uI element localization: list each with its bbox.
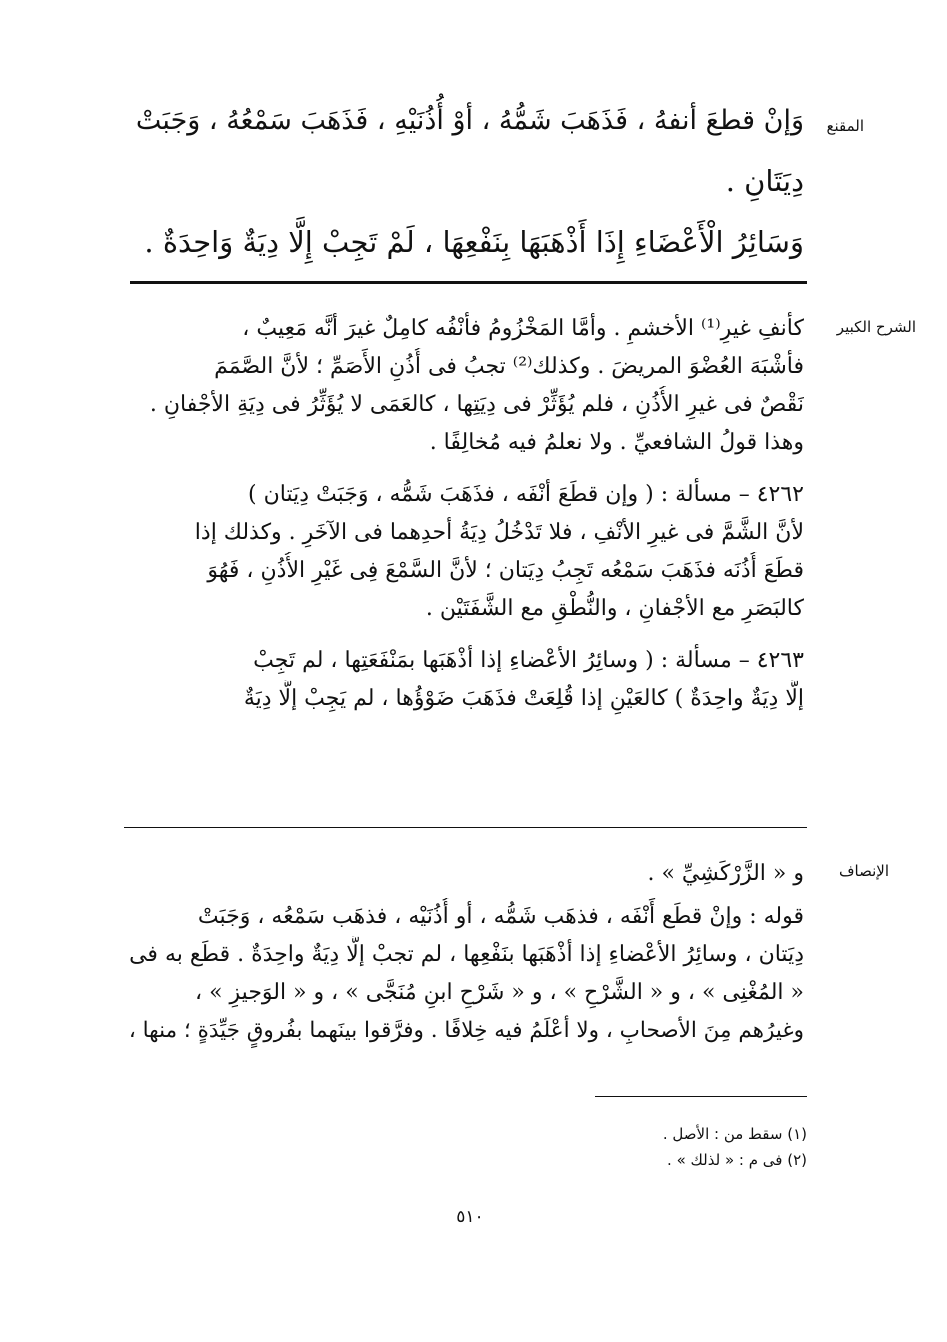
section-divider xyxy=(124,827,807,828)
section-label-muqni: المقنع xyxy=(826,117,864,135)
insaf-line: وغيرُهم مِنَ الأصحابِ ، ولا أعْلَمُ فيه خِلافًا . وفرَّقوا بينَهما بفُروقٍ جَيِّدَةٍ ؛ منها ، xyxy=(128,1018,804,1043)
muqni-line: دِيَتَانِ . xyxy=(725,164,804,198)
sharh-line: ٤٢٦٢ – مسألة : ( وإن قطَعَ أنْفَه ، فذَهَبَ شَمُّه ، وَجَبَتْ دِيَتان ) xyxy=(248,482,804,507)
sharh-line: وهذا قولُ الشافعيِّ . ولا نعلمُ فيه مُخالِفًا . xyxy=(429,430,804,455)
section-label-sharh: الشرح الكبير xyxy=(836,318,916,336)
insaf-line: « المُغْنِى » ، و « الشَّرْحِ » ، و « شَرْحِ ابنِ مُنَجَّى » ، و « الوَجيزِ » ، xyxy=(195,980,804,1005)
sharh-line: كالبَصَرِ مع الأجْفانِ ، والنُّطْقِ مع الشَّفَتَيْن . xyxy=(425,596,804,621)
insaf-line: و « الزَّرْكَشِيِّ » . xyxy=(647,861,804,886)
footnotes xyxy=(500,1121,807,1173)
section-label-insaf: الإنصاف xyxy=(838,862,889,880)
sharh-line: نَقْصٌ فى غيرِ الأُذُنِ ، فلم يُؤَثِّرْ فى دِيَتِها ، كالعَمَى لا يُؤَثِّرُ فى دِيَةِ الأجْفانِ . xyxy=(149,392,804,417)
footnote: (٢) فى م : « لذلك » . xyxy=(667,1151,807,1169)
footnote: (١) سقط من : الأصل . xyxy=(662,1125,807,1143)
muqni-line: وَإنْ قطعَ أنفهُ ، فَذَهَبَ شَمُّهُ ، أوْ أُذُنَيْهِ ، فَذَهَبَ سَمْعُهُ ، وَجَبَتْ xyxy=(135,105,804,136)
footnote-divider xyxy=(595,1096,807,1097)
muqni-line: وَسَائِرُ الْأَعْضَاءِ إِذَا أَذْهَبَهَا بِنَفْعِهَا ، لَمْ تَجِبْ إِلَّا دِيَةٌ وَاحِدَةٌ . xyxy=(144,225,804,259)
sharh-line: قطَعَ أُذُنَه فذَهَبَ سَمْعُه تَجِبُ دِيَتان ؛ لأنَّ السَّمْعَ فِى غَيْرِ الأُذُنِ ، فَهُوَ xyxy=(207,558,804,583)
section-divider xyxy=(130,281,807,284)
sharh-line: كأنفِ غيرِ⁽¹⁾ الأخشمِ . وأمَّا المَخْزُومُ فأنْفُه كامِلٌ غيرَ أنَّه مَعِيبٌ ، xyxy=(242,316,804,341)
sharh-line: ٤٢٦٣ – مسألة : ( وسائِرُ الأعْضاءِ إذا أذْهَبَها بمَنْفَعَتِها ، لم تَجِبْ xyxy=(253,648,804,673)
sharh-line: فأشْبَهَ العُضْوَ المريضَ . وكذلك⁽²⁾ تجبُ فى أُذُنِ الأَصَمِّ ؛ لأنَّ الصَّمَمَ xyxy=(214,354,804,379)
page-number: ٥١٠ xyxy=(456,1207,484,1227)
insaf-line: قوله : وإنْ قطَع أَنْفَه ، فذهَب شَمُّه ، أو أُذُنَيْه ، فذهَب سَمْعُه ، وَجَبَتْ xyxy=(197,904,804,929)
sharh-line: لأنَّ الشَّمَّ فى غيرِ الأنْفِ ، فلا تَدْخُلُ دِيَةُ أحدِهما فى الآخَرِ . وكذلك إذا xyxy=(194,520,804,545)
muqni-text xyxy=(128,90,804,273)
insaf-line: دِيَتان ، وسائِرُ الأعْضاءِ إذا أذْهَبَها بنَفْعِها ، لم تجبْ إلَّا دِيَةٌ واحِدَةٌ . قطَع به فى xyxy=(129,942,804,967)
sharh-line: إلَّا دِيَةٌ واحِدَةٌ ) كالعَيْنِ إذا قُلِعَتْ فذَهَبَ ضَوْؤُها ، لم يَجِبْ إلَّا دِيَةٌ xyxy=(243,686,804,711)
insaf-text xyxy=(128,855,804,1050)
sharh-text xyxy=(128,310,804,718)
